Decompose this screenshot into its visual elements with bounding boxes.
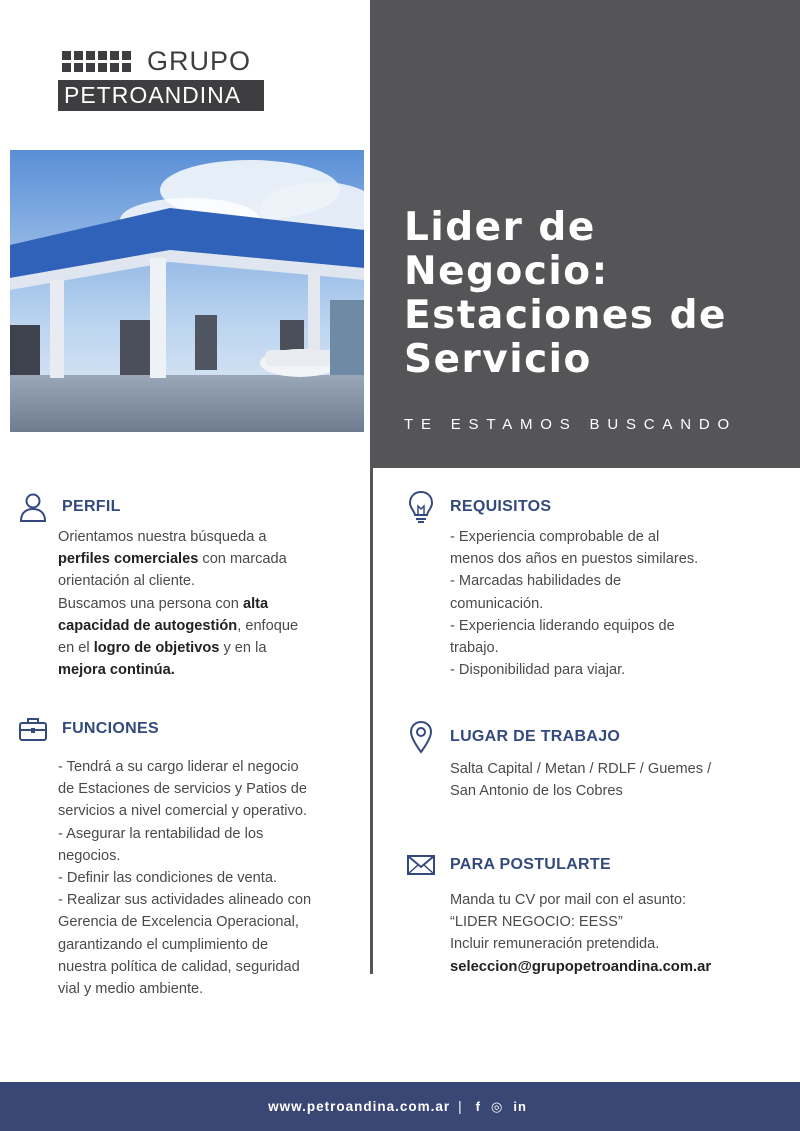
lugar-section	[404, 722, 794, 802]
hero-tagline: TE ESTAMOS BUSCANDO	[404, 416, 737, 433]
website-link[interactable]: www.petroandina.com.ar	[268, 1099, 451, 1114]
facebook-icon[interactable]: f	[475, 1099, 481, 1114]
job-title: Lider de Negocio: Estaciones de Servicio	[404, 205, 727, 382]
instagram-icon[interactable]: ◎	[490, 1098, 504, 1114]
funciones-heading: FUNCIONES	[62, 720, 159, 737]
list-item: servicios a nivel comercial y operativo.	[58, 803, 307, 820]
postular-section	[404, 850, 800, 978]
funciones-section	[16, 714, 356, 1000]
hero-panel	[370, 0, 800, 468]
user-icon	[16, 492, 50, 522]
gas-station-photo	[10, 150, 364, 432]
list-item: de Estaciones de servicios y Patios de	[58, 781, 308, 798]
perfil-heading: PERFIL	[62, 498, 121, 515]
list-item: - Experiencia liderando equipos de	[450, 617, 675, 634]
company-logo	[58, 46, 268, 111]
funciones-list	[58, 756, 356, 1000]
list-item: garantizando el cumplimiento de	[58, 936, 269, 953]
logo-text-petroandina: PETROANDINA	[58, 80, 264, 111]
list-item: - Definir las condiciones de venta.	[58, 870, 278, 887]
list-item: Gerencia de Excelencia Operacional,	[58, 914, 299, 931]
list-item: nuestra política de calidad, seguridad	[58, 958, 300, 975]
lugar-text: Salta Capital / Metan / RDLF / Guemes / San Antonio de los Cobres	[450, 761, 712, 800]
list-item: vial y medio ambiente.	[58, 981, 204, 998]
perfil-text: Orientamos nuestra búsqueda a perfiles comerciales con marcada orientación al cliente. Buscamos una persona con alta capacidad de autogestión, enfoque en el logro de objetivos y en la mejora continúa.	[58, 529, 299, 679]
logo-grid-icon	[62, 51, 131, 72]
perfil-section	[16, 492, 356, 681]
list-item: negocios.	[58, 847, 121, 864]
list-item: - Disponibilidad para viajar.	[450, 662, 626, 679]
column-divider	[370, 468, 373, 974]
postular-text: Manda tu CV por mail con el asunto: “LIDER NEGOCIO: EESS” Incluir remuneración pretendida. seleccion@grupopetroandina.com.ar	[450, 892, 712, 975]
email-link[interactable]: seleccion@grupopetroandina.com.ar	[450, 958, 712, 975]
logo-text-grupo: GRUPO	[147, 45, 252, 76]
list-item: - Asegurar la rentabilidad de los	[58, 825, 264, 842]
linkedin-icon[interactable]: in	[513, 1099, 527, 1114]
requisitos-list	[450, 526, 794, 681]
postular-heading: PARA POSTULARTE	[450, 856, 611, 873]
list-item: - Experiencia comprobable de al	[450, 529, 660, 545]
footer-bar	[0, 1082, 800, 1131]
footer-separator: |	[458, 1099, 463, 1114]
envelope-icon	[404, 850, 438, 880]
list-item: comunicación.	[450, 595, 544, 612]
lugar-heading: LUGAR DE TRABAJO	[450, 728, 621, 745]
list-item: - Marcadas habilidades de	[450, 573, 622, 590]
list-item: menos dos años en puestos similares.	[450, 551, 699, 568]
map-pin-icon	[404, 722, 438, 752]
briefcase-icon	[16, 714, 50, 744]
list-item: - Tendrá a su cargo liderar el negocio	[58, 759, 299, 775]
list-item: - Realizar sus actividades alineado con	[58, 892, 312, 909]
requisitos-section	[404, 492, 794, 681]
list-item: trabajo.	[450, 640, 499, 657]
requisitos-heading: REQUISITOS	[450, 498, 552, 515]
lightbulb-icon	[404, 492, 438, 522]
